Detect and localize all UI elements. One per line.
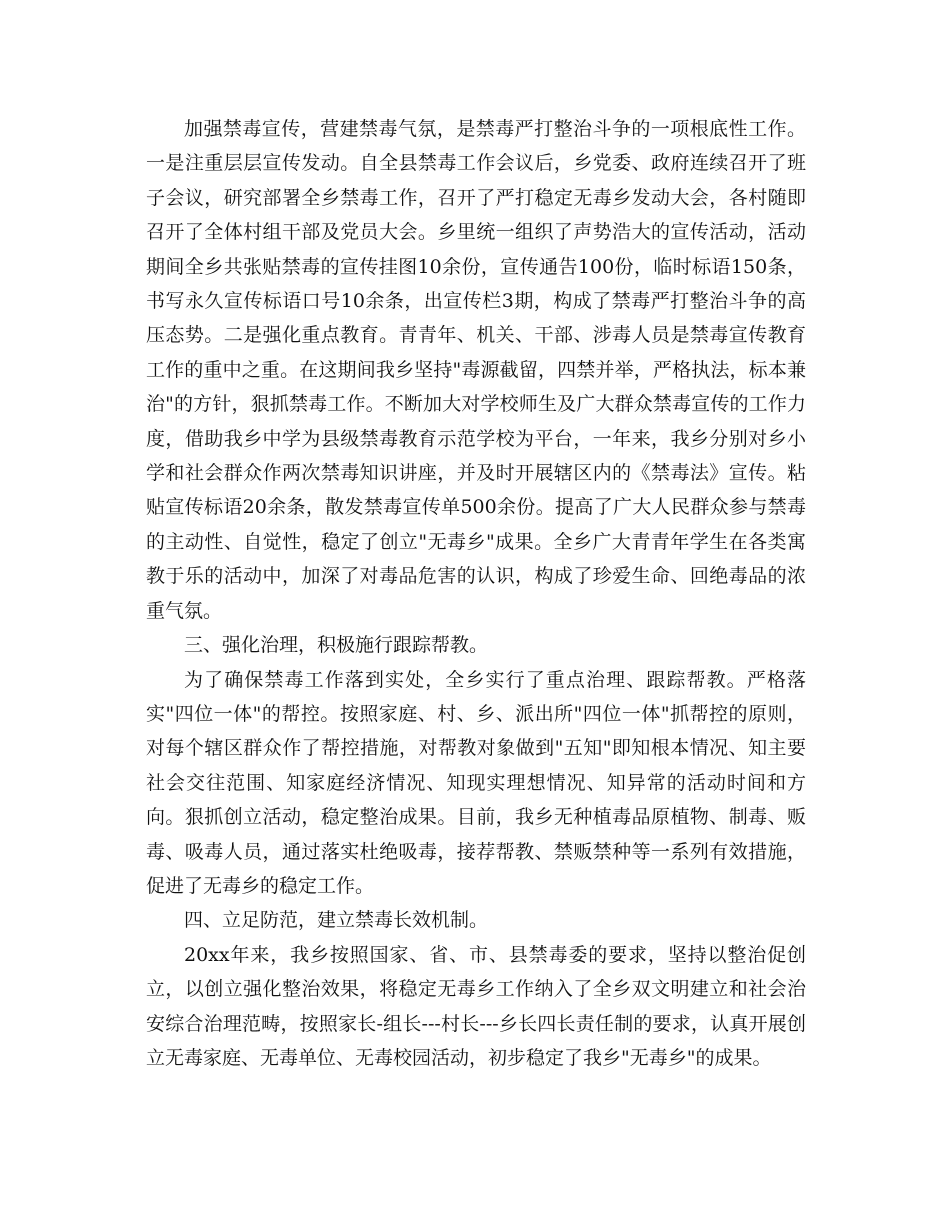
section-heading-3: 三、强化治理，积极施行跟踪帮教。 [184,634,489,657]
paragraph-tracking: 为了确保禁毒工作落到实处，全乡实行了重点治理、跟踪帮教。严格落实"四位一体"的帮控。按照家庭、村、乡、派出所"四位一体"抓帮控的原则，对每个辖区群众作了帮控措施，对帮教对象做到"五知"即知根本情况、知主要社会交往范围、知家庭经济情况、知现实理想情况、知异常的活动时间和方向。狠抓创立活动，稳定整治成果。目前，我乡无种植毒品原植物、制毒、贩毒、吸毒人员，通过落实杜绝吸毒，接荐帮教、禁贩禁种等一系列有效措施，促进了无毒乡的稳定工作。 [146,668,806,897]
paragraph-publicity: 加强禁毒宣传，营建禁毒气氛，是禁毒严打整治斗争的一项根底性工作。一是注重层层宣传发动。自全县禁毒工作会议后，乡党委、政府连续召开了班子会议，研究部署全乡禁毒工作，召开了严打稳定无毒乡发动大会，各村随即召开了全体村组干部及党员大会。乡里统一组织了声势浩大的宣传活动，活动期间全乡共张贴禁毒的宣传挂图10余份，宣传通告100份，临时标语150条，书写永久宣传标语口号10余条，出宣传栏3期，构成了禁毒严打整治斗争的高压态势。二是强化重点教育。青青年、机关、干部、涉毒人员是禁毒宣传教育工作的重中之重。在这期间我乡坚持"毒源截留，四禁并举，严格执法，标本兼治"的方针，狠抓禁毒工作。不断加大对学校师生及广大群众禁毒宣传的工作力度，借助我乡中学为县级禁毒教育示范学校为平台，一年来，我乡分别对乡小学和社会群众作两次禁毒知识讲座，并及时开展辖区内的《禁毒法》宣传。粘贴宣传标语20余条，散发禁毒宣传单500余份。提高了广大人民群众参与禁毒的主动性、自觉性，稳定了创立"无毒乡"成果。全乡广大青青年学生在各类寓教于乐的活动中，加深了对毒品危害的认识，构成了珍爱生命、回绝毒品的浓重气氛。 [146,118,806,622]
document-body [146,112,806,1075]
paragraph-mechanism: 20xx年来，我乡按照国家、省、市、县禁毒委的要求，坚持以整治促创立，以创立强化整治效果，将稳定无毒乡工作纳入了全乡双文明建立和社会治安综合治理范畴，按照家长-组长---村长---乡长四长责任制的要求，认真开展创立无毒家庭、无毒单位、无毒校园活动，初步稳定了我乡"无毒乡"的成果。 [146,943,806,1069]
section-heading-4: 四、立足防范，建立禁毒长效机制。 [184,909,489,932]
